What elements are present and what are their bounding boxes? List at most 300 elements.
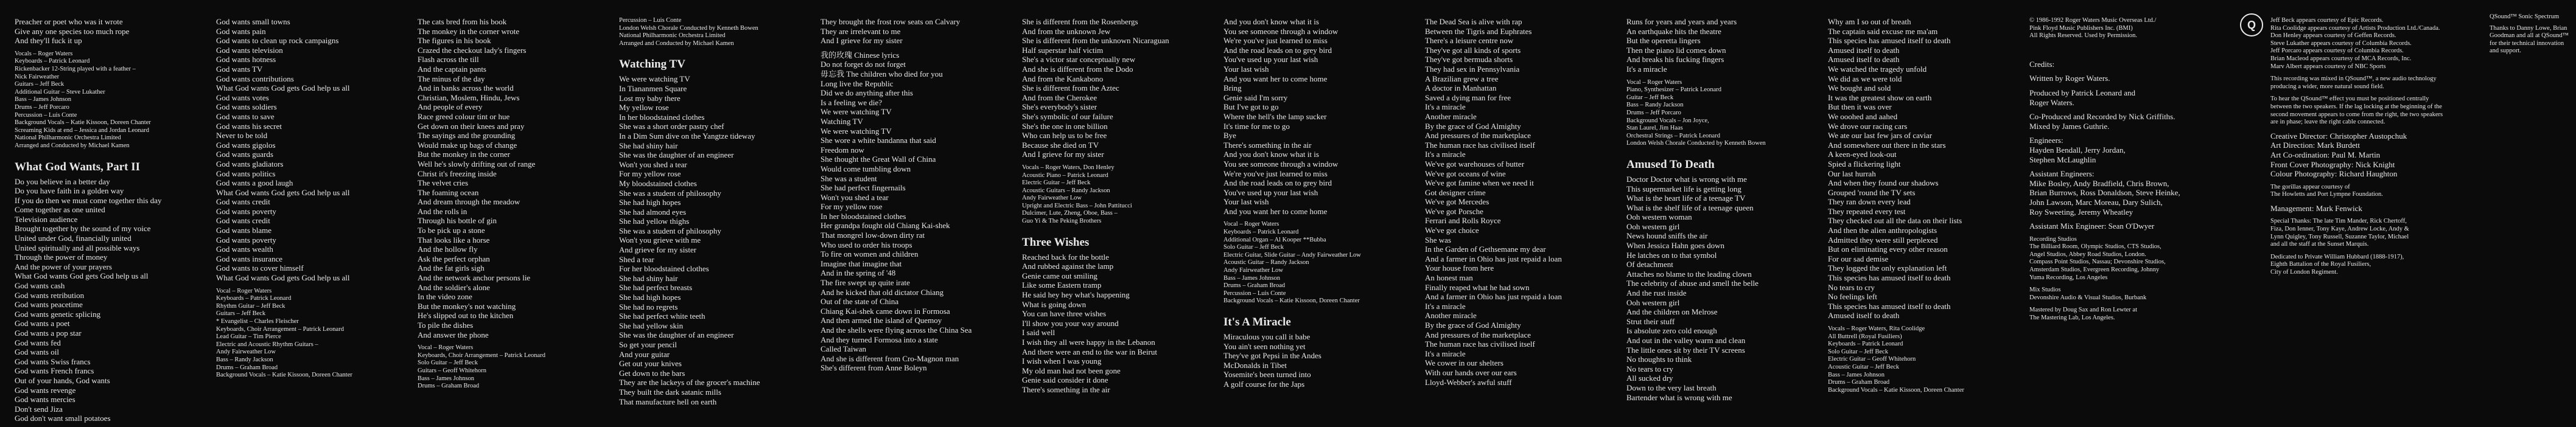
- credit-line: National Philharmonic Orchestra Limited: [619, 32, 726, 40]
- spacer: [2029, 45, 2230, 50]
- lyric-line: Of detachment: [1626, 260, 1673, 269]
- lyric-line: And the hollow fly: [418, 245, 478, 254]
- lyric-line: She had almond eyes: [619, 207, 687, 217]
- lyric-line: Shed a tear: [619, 254, 654, 264]
- credit-line: Dedicated to Private William Hubbard (1888-1917),: [2270, 253, 2404, 260]
- credit-line: Upright and Electric Bass – John Pattitucci: [1022, 202, 1132, 209]
- lyric-line: This species has amused itself to death: [1828, 301, 1951, 311]
- lyric-line: The human race has civilised itself: [1425, 339, 1535, 349]
- credit-line: Drums – Graham Broad: [418, 383, 480, 390]
- song-title: Amused To Death: [1626, 158, 1715, 171]
- lyric-line: God wants revenge: [15, 385, 76, 395]
- credit-line: Rita Coolidge appears courtesy of Artists Production Ltd./Canada.: [2270, 24, 2440, 32]
- lyric-line: Art Co-ordination: Paul M. Martin: [2270, 150, 2381, 159]
- lyric-line: But the monkey's not watching: [418, 301, 516, 311]
- spacer: [216, 283, 399, 288]
- lyric-line: They are irrelevant to me: [821, 26, 901, 36]
- spacer: [1223, 305, 1406, 310]
- lyric-line: We've got warehouses of butter: [1425, 159, 1525, 168]
- lyric-line: But I've got to go: [1223, 102, 1279, 112]
- lyric-line: Lost my baby there: [619, 93, 681, 103]
- lyric-line: Imagine that imagine that: [821, 259, 902, 268]
- lyric-line: Who used to order his troops: [821, 240, 912, 249]
- lyric-line: This species has amused itself to death: [1828, 273, 1951, 283]
- lyric-line: God wants French francs: [15, 366, 94, 376]
- lyric-line: No tears to cry: [1626, 364, 1673, 373]
- spacer: [821, 46, 1003, 50]
- credit-line: London Welsh Chorale Conducted by Kenneth Bowen: [1626, 140, 1766, 147]
- lyric-line: The fire swept up quite irate: [821, 278, 910, 288]
- lyric-line: And a farmer in Ohio has just repaid a loan: [1425, 254, 1562, 263]
- lyric-line: It's a miracle: [1626, 64, 1667, 74]
- lyric-line: But on eliminating every other reason: [1828, 245, 1948, 254]
- lyric-line: God wants a pop star: [15, 328, 82, 338]
- credit-line: Fiza, Don Ienner, Tony Kaye, Andrew Locke, Andy &: [2270, 226, 2409, 233]
- lyric-line: My old man had not been gone: [1022, 366, 1121, 375]
- lyric-line: Through his bottle of gin: [418, 216, 497, 226]
- lyric-line: Roger Waters.: [2029, 97, 2074, 107]
- lyric-line: Watching TV: [821, 116, 863, 126]
- credit-line: Bass – Randy Jackson: [216, 356, 273, 363]
- lyric-line: God wants wealth: [216, 245, 273, 254]
- lyric-line: Genie said I'm sorry: [1223, 92, 1288, 102]
- lyric-line: Never to be told: [216, 131, 268, 141]
- lyric-line: And the captain pants: [418, 64, 486, 74]
- lyric-line: God wants credit: [216, 216, 270, 226]
- lyric-line: And the rolls in: [418, 206, 467, 216]
- credit-line: Yuma Recording, Los Angeles: [2029, 274, 2108, 281]
- lyric-line: God wants television: [216, 45, 283, 55]
- credit-line: Lynn Quigley, Tony Russell, Suzanne Taylor, Michael: [2270, 233, 2409, 240]
- lyric-line: Another miracle: [1425, 111, 1477, 121]
- lyric-line: For my yellow rose: [821, 202, 883, 212]
- credit-line: Acoustic Guitar – Randy Jackson: [1223, 259, 1309, 266]
- lyric-line: That looks like a horse: [418, 235, 490, 245]
- spacer: [1828, 321, 2011, 325]
- lyric-line: It's a miracle: [1425, 150, 1466, 159]
- lyric-line: We ate our last few jars of caviar: [1828, 131, 1933, 141]
- credit-line: Amsterdam Studios, Evergreen Recording, Johnny: [2029, 266, 2160, 274]
- spacer: [2270, 199, 2471, 204]
- lyric-line: God wants to cover himself: [216, 263, 304, 273]
- lyric-line: No tears to cry: [1828, 282, 1875, 292]
- lyric-line: Do you believe in a better day: [15, 176, 110, 186]
- lyric-line: God wants fed: [15, 338, 61, 347]
- credit-line: Solo Guitar – Jeff Beck: [1223, 244, 1284, 251]
- lyric-line: And somewhere out there in the stars: [1828, 140, 1946, 150]
- credit-line: Percussion – Luis Conte: [1223, 290, 1286, 297]
- lyric-line: Your last wish: [1223, 64, 1269, 74]
- lyric-line: The cats bred from his book: [418, 17, 507, 26]
- credit-line: Compass Point Studios, Nassau; Devonshire Studios,: [2029, 259, 2166, 266]
- lyric-line: And people of every: [418, 102, 483, 112]
- lyric-line: That manufacture hell on earth: [619, 397, 717, 406]
- lyric-line: Then the piano lid comes down: [1626, 45, 1726, 55]
- lyric-line: You ain't seen nothing yet: [1223, 341, 1306, 351]
- lyric-line: God wants mercies: [15, 395, 75, 404]
- lyric-line: She's symbolic of our failure: [1022, 111, 1113, 121]
- spacer: [1626, 148, 1809, 153]
- lyric-line: The velvet cries: [418, 178, 469, 188]
- lyric-line: In the video zone: [418, 292, 472, 302]
- lyric-line: She had high hopes: [619, 198, 681, 207]
- lyric-line: God wants a poet: [15, 319, 70, 328]
- lyric-line: An earthquake hits the theatre: [1626, 26, 1721, 36]
- credit-line: Stan Laurel, Jim Haas: [1626, 125, 1683, 132]
- lyric-line: She had perfect breasts: [619, 283, 693, 293]
- lyric-line: Won't you shed a tear: [821, 192, 889, 202]
- lyric-line: Would make up bags of change: [418, 140, 517, 150]
- credit-line: Acoustic Guitar – Jeff Beck: [1828, 363, 1900, 370]
- credit-line: Percussion – Luis Conte: [619, 17, 682, 24]
- lyric-line: Who can help us to be free: [1022, 131, 1107, 141]
- credit-line: Bass – James Johnson: [418, 375, 475, 382]
- credit-line: * Evangelist – Charles Fleischer: [216, 318, 299, 325]
- spacer: [2270, 249, 2471, 254]
- credit-line: Drums – Graham Broad: [216, 364, 278, 371]
- lyric-line: We watched the tragedy unfold: [1828, 64, 1927, 74]
- credit-line: All Buttrell (Royal Fusiliers): [1828, 333, 1902, 340]
- spacer: [2029, 231, 2230, 236]
- credit-line: Keyboards – Patrick Leonard: [15, 58, 90, 65]
- lyric-line: 毋忘我 The children who died for you: [821, 69, 943, 78]
- credit-line: Andy Fairweather Low: [1022, 195, 1082, 202]
- lyric-line: A Brazilian grew a tree: [1425, 74, 1499, 83]
- lyric-line: For her bloodstained clothes: [619, 264, 709, 274]
- lyric-line: I'll show you your way around: [1022, 318, 1119, 328]
- lyric-line: Television audience: [15, 214, 78, 224]
- credit-line: Devonshire Audio & Visual Studios, Burbank: [2029, 294, 2147, 301]
- lyric-line: And the network anchor persons lie: [418, 273, 531, 283]
- lyric-line: And the power of your prayers: [15, 262, 112, 271]
- lyric-line: We've got famine when we need it: [1425, 178, 1534, 188]
- credit-line: The Billiard Room, Olympic Studios, CTS Studios,: [2029, 243, 2161, 251]
- lyric-line: Is absolute zero cold enough: [1626, 326, 1717, 336]
- credit-line: Drums – Graham Broad: [1223, 282, 1286, 290]
- spacer: [15, 150, 197, 155]
- credit-line: Acoustic Guitars – Randy Jackson: [1022, 187, 1110, 194]
- qsound-side-note: [2490, 13, 2569, 55]
- lyric-line: The little ones sit by their TV screens: [1626, 345, 1745, 355]
- lyric-line: A keen-eyed look-out: [1828, 150, 1897, 159]
- lyric-line: She was the daughter of an engineer: [619, 150, 734, 160]
- lyric-line: Yosemite's been turned into: [1223, 370, 1311, 380]
- lyric-line: They've got bermuda shorts: [1425, 55, 1513, 64]
- lyric-line: Well he's slowly drifting out of range: [418, 159, 536, 168]
- lyric-line: They had sex in Pennsylvania: [1425, 64, 1520, 74]
- lyric-line: God wants poverty: [216, 235, 276, 245]
- lyric-line: Genie came out smiling: [1022, 271, 1097, 280]
- spacer: [2029, 50, 2230, 55]
- lyric-line: The Dead Sea is alive with rap: [1425, 17, 1522, 26]
- lyric-line: You've used up your last wish: [1223, 55, 1318, 64]
- lyric-line: There's something in the air: [1223, 140, 1312, 150]
- credit-line: Vocal – Roger Waters: [418, 344, 474, 352]
- lyric-line: What God wants God gets God help us all: [216, 187, 350, 197]
- lyric-line: And I grieve for my sister: [821, 36, 903, 46]
- lyrics-column-8: [1425, 17, 1608, 387]
- lyric-line: In her bloodstained clothes: [821, 211, 906, 221]
- lyric-line: Is a feeling we die?: [821, 97, 883, 107]
- lyric-line: She was a student of philosophy: [619, 226, 721, 235]
- lyric-line: God wants poverty: [216, 206, 276, 216]
- lyric-line: The captain said excuse me ma'am: [1828, 26, 1938, 36]
- lyric-line: You see someone through a window: [1223, 26, 1339, 36]
- lyric-line: My yellow rose: [619, 103, 669, 113]
- lyric-line: And you don't know what it is: [1223, 17, 1319, 26]
- lyrics-column-7: [1223, 17, 1406, 389]
- lyric-line: God wants politics: [216, 168, 276, 178]
- lyric-line: She had yellow thighs: [619, 217, 690, 226]
- lyrics-column-2: [216, 17, 399, 380]
- lyric-line: Won't you shed a tear: [619, 159, 687, 169]
- credit-line: The Mastering Lab, Los Angeles.: [2029, 314, 2115, 322]
- lyric-line: Crazed the checkout lady's fingers: [418, 45, 527, 55]
- lyric-line: God wants to clean up rock campaigns: [216, 36, 339, 46]
- spacer: [2029, 40, 2230, 45]
- song-title: What God Wants, Part II: [15, 160, 141, 173]
- lyric-line: 我的玫瑰 Chinese lyrics: [821, 50, 900, 60]
- lyric-line: Because she died on TV: [1022, 140, 1099, 150]
- lyric-line: So get your pencil: [619, 340, 677, 349]
- lyric-line: That mongrel low-down dirty rat: [821, 231, 925, 240]
- lyric-line: Ooh western girl: [1626, 297, 1680, 307]
- lyric-line: This supermarket life is getting long: [1626, 184, 1741, 193]
- credit-line: Vocal – Roger Waters: [216, 287, 272, 294]
- lyric-line: Like some Eastern tramp: [1022, 280, 1102, 290]
- lyric-line: Spied a flickering light: [1828, 159, 1901, 168]
- lyric-line: Come together as one united: [15, 205, 105, 215]
- lyric-line: You've used up your last wish: [1223, 187, 1318, 197]
- credit-line: Drums – Graham Broad: [1828, 379, 1890, 386]
- lyric-line: I wish when I was young: [1022, 356, 1102, 366]
- lyric-line: And pressures of the marketplace: [1425, 330, 1531, 339]
- lyric-line: And they'll fuck it up: [15, 36, 82, 46]
- lyric-line: We ooohed and aahed: [1828, 111, 1898, 121]
- credit-line: London Welsh Chorale Conducted by Kenneth Bowen: [619, 24, 758, 32]
- credit-line: Solo Guitar – Jeff Beck: [418, 359, 478, 367]
- lyric-line: We're you've just learned to miss: [1223, 168, 1328, 178]
- credit-line: Vocals – Roger Waters: [15, 50, 73, 57]
- lyric-line: To be pick up a stone: [418, 226, 485, 235]
- lyric-line: I wish they all were happy in the Lebanon: [1022, 338, 1155, 347]
- lyric-line: God wants to save: [216, 111, 275, 121]
- spacer: [2029, 55, 2230, 60]
- credit-line: between the two speakers. If the lag locking at the beginning of the: [2270, 103, 2442, 110]
- lyric-line: He said hey hey what's happening: [1022, 290, 1130, 300]
- credit-line: Rhythm Guitar – Jeff Beck: [216, 302, 285, 310]
- lyric-line: You can have three wishes: [1022, 309, 1107, 319]
- credit-line: Steve Lukather appears courtesy of Columbia Records.: [2270, 40, 2412, 47]
- lyric-line: And rubbed against the lamp: [1022, 262, 1114, 271]
- credit-line: Background Vocals – Katie Kissoon, Doreen Chanter: [216, 372, 352, 379]
- lyric-line: She had perfect white teeth: [619, 311, 705, 321]
- lyric-line: Ooh western girl: [1626, 221, 1680, 231]
- lyric-line: Reached back for the bottle: [1022, 252, 1109, 262]
- lyric-line: It's time for me to go: [1223, 121, 1290, 131]
- spacer: [15, 46, 197, 50]
- credit-line: Arranged and Conducted by Michael Kamen: [619, 40, 734, 47]
- credit-line: are in phase; leave the right cable connected.: [2270, 119, 2385, 126]
- lyric-line: Amused itself to death: [1828, 311, 1900, 321]
- credit-line: This recording was mixed in QSound™, a new audio technology: [2270, 75, 2437, 83]
- lyric-line: It was the greatest show on earth: [1828, 92, 1932, 102]
- lyric-line: Get out your knives: [619, 359, 682, 369]
- lyric-line: And dream through the meadow: [418, 197, 520, 207]
- credit-line: Electric Guitar – Jeff Beck: [1022, 179, 1091, 187]
- lyric-line: A doctor in Manhattan: [1425, 83, 1497, 93]
- lyric-line: And she is different from Cro-Magnon man: [821, 353, 959, 363]
- lyric-line: We were watching TV: [821, 107, 892, 117]
- lyric-line: God don't want small potatoes: [15, 414, 111, 423]
- lyrics-column-6: [1022, 17, 1205, 395]
- lyric-line: No thoughts to think: [1626, 355, 1692, 364]
- lyric-line: She had perfect fingernails: [821, 183, 906, 193]
- lyric-line: A golf course for the Japs: [1223, 379, 1305, 389]
- lyric-line: It's a miracle: [1425, 102, 1466, 112]
- lyric-line: They are the lackeys of the grocer's machine: [619, 378, 760, 387]
- lyric-line: We've got choice: [1425, 226, 1479, 235]
- credit-line: Background Vocals – Jon Joyce,: [1626, 117, 1709, 124]
- lyric-line: Amused itself to death: [1828, 55, 1900, 64]
- lyric-line: She was a student of philosophy: [619, 188, 721, 198]
- lyric-line: Long live the Republic: [821, 78, 894, 88]
- lyric-line: Strut their stuff: [1626, 316, 1675, 326]
- lyric-line: Bring: [1223, 83, 1242, 93]
- spacer: [2029, 83, 2230, 88]
- lyric-line: She had high hopes: [619, 293, 681, 302]
- lyric-line: Another miracle: [1425, 311, 1477, 321]
- credit-line: Arranged and Conducted by Michael Kamen: [15, 142, 130, 149]
- qsound-logo-letter: Q: [2247, 18, 2256, 31]
- lyric-line: Christ it's freezing inside: [418, 168, 497, 178]
- lyric-line: John Lawson, Marc Moreau, Dary Sulich,: [2029, 197, 2163, 207]
- lyric-line: If you do then we must come together this day: [15, 195, 162, 205]
- lyric-line: God wants retribution: [15, 290, 85, 300]
- credit-line: Jeff Porcaro appears courtesy of Columbia Records.: [2270, 47, 2404, 55]
- credit-line: Special Thanks: The late Tim Mander, Rick Chertoff,: [2270, 218, 2407, 225]
- qsound-caption: QSound™ Sonic Spectrum: [2490, 13, 2560, 20]
- lyric-line: God wants hotness: [216, 55, 276, 64]
- lyric-line: And a farmer in Ohio has just repaid a loan: [1425, 292, 1562, 302]
- lyric-line: Co-Produced and Recorded by Nick Griffiths.: [2029, 112, 2175, 122]
- lyric-line: All sucked dry: [1626, 373, 1673, 383]
- credits-column: [2029, 17, 2230, 322]
- lyric-line: Give any one species too much rope: [15, 26, 130, 36]
- lyric-line: God wants votes: [216, 92, 269, 102]
- credit-line: Background Vocals – Katie Kissoon, Doreen Chanter: [1223, 297, 1360, 305]
- lyric-line: Art Direction: Mark Burdett: [2270, 141, 2360, 150]
- lyric-line: Her grandpa fought old Chiang Kai-shek: [821, 221, 950, 231]
- lyric-line: And I grieve for my sister: [1022, 150, 1104, 159]
- lyric-line: We're you've just learned to miss: [1223, 36, 1328, 46]
- lyric-line: God wants TV: [216, 64, 263, 74]
- lyric-line: Admitted they were still perplexed: [1828, 235, 1938, 245]
- lyric-line: Amused itself to death: [1828, 45, 1900, 55]
- lyric-line: We've got Mercedes: [1425, 197, 1489, 207]
- lyric-line: By the grace of God Almighty: [1425, 121, 1521, 131]
- lyric-line: And the fat girls sigh: [418, 263, 485, 273]
- song-title: Three Wishes: [1022, 235, 1090, 249]
- lyrics-column-3: [418, 17, 600, 391]
- credit-line: Eighth Battalion of the Royal Fusiliers,: [2270, 261, 2371, 268]
- lyric-line: She had no regrets: [619, 302, 678, 311]
- spacer: [2270, 213, 2471, 218]
- credit-line: The gorillas appear courtesy of: [2270, 183, 2350, 190]
- lyric-line: The foaming ocean: [418, 187, 479, 197]
- lyric-line: They logged the only explanation left: [1828, 263, 1947, 273]
- lyric-line: What God wants God gets God help us all: [216, 83, 350, 93]
- spacer: [619, 47, 802, 52]
- lyric-line: Between the Tigris and Euphrates: [1425, 26, 1532, 36]
- spacer: [2029, 107, 2230, 112]
- lyric-line: In Tiananmen Square: [619, 83, 687, 93]
- lyric-line: Christian, Moslem, Hindu, Jews: [418, 92, 520, 102]
- lyric-line: She's everybody's sister: [1022, 102, 1097, 112]
- lyric-line: And he kicked that old dictator Chiang: [821, 287, 944, 297]
- lyric-line: She is different from the Aztec: [1022, 83, 1119, 93]
- lyric-line: God wants pain: [216, 26, 266, 36]
- credit-line: Orchestral Strings – Patrick Leonard: [1626, 132, 1720, 139]
- lyric-line: Why am I so out of breath: [1828, 17, 1911, 26]
- credit-line: Andy Fairweather Low: [216, 349, 276, 356]
- credit-line: Acoustic Piano – Patrick Leonard: [1022, 172, 1108, 179]
- lyric-line: And from the Cherokee: [1022, 92, 1097, 102]
- lyric-line: Won't you grieve with me: [619, 235, 701, 245]
- lyric-line: United under God, financially united: [15, 234, 131, 243]
- lyric-line: It's a miracle: [1425, 301, 1466, 311]
- credit-line: Jeff Beck appears courtesy of Epic Records.: [2270, 17, 2384, 24]
- lyric-line: She was: [1425, 235, 1451, 245]
- credit-line: Guitars – Jeff Beck: [216, 310, 266, 318]
- credit-line: Electric Guitar, Slide Guitar – Andy Fairweather Low: [1223, 251, 1361, 259]
- spacer: [1022, 159, 1205, 164]
- lyric-line: She wore a white bandanna that said: [821, 136, 936, 145]
- lyric-line: God wants cash: [15, 281, 65, 291]
- lyric-line: In her bloodstained clothes: [619, 112, 705, 122]
- lyric-line: They repeated every test: [1828, 206, 1906, 216]
- credit-line: Rickenbacker 12-String played with a feather –: [15, 65, 136, 72]
- lyric-line: And grieve for my sister: [619, 245, 697, 255]
- lyric-line: You see someone through a window: [1223, 159, 1339, 168]
- lyric-line: There's a leisure centre now: [1425, 36, 1514, 46]
- lyric-line: Don't send Jiza: [15, 404, 63, 414]
- lyrics-column-1: [15, 17, 197, 423]
- lyric-line: Ask the perfect orphan: [418, 254, 490, 263]
- lyric-line: Doctor Doctor what is wrong with me: [1626, 174, 1747, 184]
- lyric-line: And when they found our shadows: [1828, 178, 1939, 188]
- lyric-line: Miraculous you call it babe: [1223, 332, 1311, 341]
- lyric-line: And she is different from the Dodo: [1022, 64, 1133, 74]
- lyric-line: With our hands over our ears: [1425, 367, 1517, 377]
- credit-line: Guitars – Jeff Beck: [15, 81, 65, 88]
- credit-line: National Philharmonic Orchestra Limited: [15, 134, 121, 142]
- credit-line: Screaming Kids at end – Jessica and Jordan Leonard: [15, 127, 150, 134]
- lyric-line: She is different from the unknown Nicaraguan: [1022, 36, 1169, 46]
- lyric-line: In the Garden of Gethsemane my dear: [1425, 245, 1546, 254]
- lyric-line: And pressures of the marketplace: [1425, 131, 1531, 141]
- lyric-line: Called Taiwan: [821, 344, 867, 354]
- lyric-line: Roy Sweeting, Jeremy Wheatley: [2029, 207, 2133, 217]
- lyric-line: Saved a dying man for free: [1425, 92, 1511, 102]
- lyric-line: Lloyd-Webber's awful stuff: [1425, 377, 1512, 387]
- lyric-line: We bought and sold: [1828, 83, 1891, 93]
- lyric-line: We cower in our shelters: [1425, 358, 1503, 368]
- lyric-line: Finally reaped what he had sown: [1425, 282, 1530, 292]
- lyrics-column-10: [1828, 17, 2011, 394]
- credit-line: Dulcimer, Lute, Zheng, Oboe, Bass –: [1022, 210, 1118, 217]
- lyric-line: Engineers:: [2029, 136, 2063, 145]
